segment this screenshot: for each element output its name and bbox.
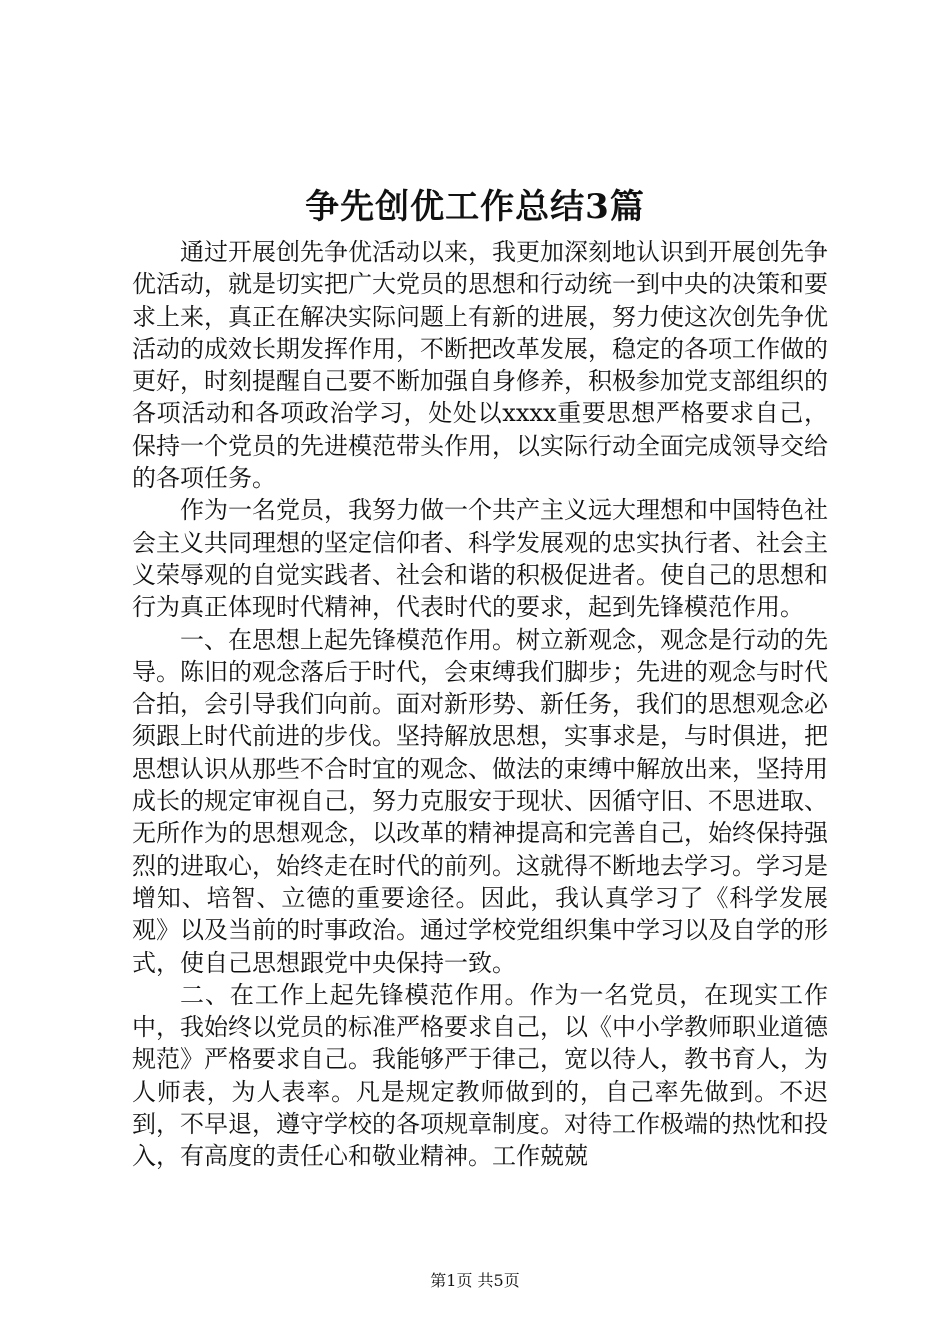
document-title: 争先创优工作总结3篇 — [305, 187, 645, 227]
paragraph-4: 二、在工作上起先锋模范作用。作为一名党员，在现实工作中，我始终以党员的标准严格要求自己，以《中小学教师职业道德规范》严格要求自己。我能够严于律己，宽以待人，教书育人，为人师表，为人表率。凡是规定教师做到的，自己率先做到。不迟到，不早退，遵守学校的各项规章制度。对待工作极端的热忱和投入，有高度的责任心和敬业精神。工作兢兢 — [132, 980, 828, 1171]
page-number-footer: 第1页 共5页 — [430, 1271, 520, 1290]
document-body — [132, 236, 828, 1173]
paragraph-3: 一、在思想上起先锋模范作用。树立新观念，观念是行动的先导。陈旧的观念落后于时代，会束缚我们脚步；先进的观念与时代合拍，会引导我们向前。面对新形势、新任务，我们的思想观念必须跟上时代前进的步伐。坚持解放思想，实事求是，与时俱进，把思想认识从那些不合时宜的观念、做法的束缚中解放出来，坚持用成长的规定审视自己，努力克服安于现状、因循守旧、不思进取、无所作为的思想观念，以改革的精神提高和完善自己，始终保持强烈的进取心，始终走在时代的前列。这就得不断地去学习。学习是增知、培智、立德的重要途径。因此，我认真学习了《科学发展观》以及当前的时事政治。通过学校党组织集中学习以及自学的形式，使自己思想跟党中央保持一致。 — [132, 625, 828, 977]
paragraph-2: 作为一名党员，我努力做一个共产主义远大理想和中国特色社会主义共同理想的坚定信仰者、科学发展观的忠实执行者、社会主义荣辱观的自觉实践者、社会和谐的积极促进者。使自己的思想和行为真正体现时代精神，代表时代的要求，起到先锋模范作用。 — [132, 496, 828, 622]
paragraph-1: 通过开展创先争优活动以来，我更加深刻地认识到开展创先争优活动，就是切实把广大党员的思想和行动统一到中央的决策和要求上来，真正在解决实际问题上有新的进展，努力使这次创先争优活动的成效长期发挥作用，不断把改革发展，稳定的各项工作做的更好，时刻提醒自己要不断加强自身修养，积极参加党支部组织的各项活动和各项政治学习，处处以xxxx重要思想严格要求自己，保持一个党员的先进模范带头作用，以实际行动全面完成领导交给的各项任务。 — [132, 238, 828, 493]
